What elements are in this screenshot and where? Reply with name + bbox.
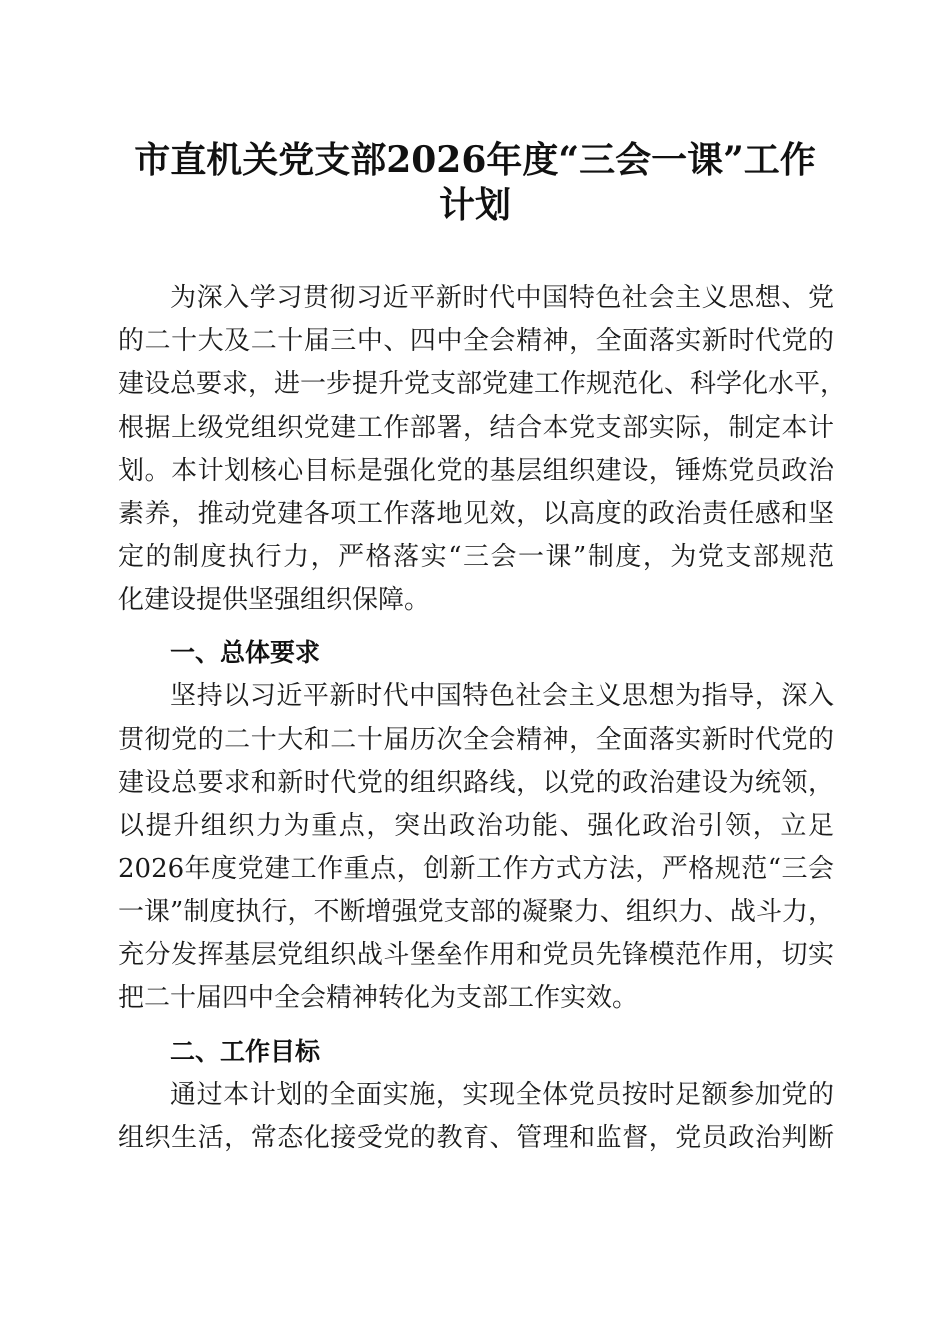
section-heading-overall-requirements: 一、总体要求: [170, 638, 321, 667]
section2-line: 组织生活，常态化接受党的教育、管理和监督，党员政治判断: [118, 1123, 834, 1153]
section2-line: 通过本计划的全面实施，实现全体党员按时足额参加党的: [170, 1080, 834, 1110]
section1-line: 把二十届四中全会精神转化为支部工作实效。: [118, 983, 639, 1013]
intro-line: 化建设提供坚强组织保障。: [118, 585, 431, 615]
section1-line: 贯彻党的二十大和二十届历次全会精神，全面落实新时代党的: [118, 725, 834, 755]
document-title-line-1: 市直机关党支部2026年度“三会一课”工作: [134, 139, 816, 181]
section1-line: 一课”制度执行，不断增强党支部的凝聚力、组织力、战斗力，: [118, 897, 834, 927]
intro-line: 划。本计划核心目标是强化党的基层组织建设，锤炼党员政治: [118, 456, 834, 486]
intro-line: 为深入学习贯彻习近平新时代中国特色社会主义思想、党: [170, 283, 834, 313]
section-heading-work-goals: 二、工作目标: [170, 1037, 321, 1066]
intro-line: 根据上级党组织党建工作部署，结合本党支部实际，制定本计: [118, 413, 834, 443]
intro-line: 建设总要求，进一步提升党支部党建工作规范化、科学化水平，: [118, 369, 847, 399]
section1-line: 充分发挥基层党组织战斗堡垒作用和党员先锋模范作用，切实: [118, 940, 834, 970]
section1-line: 坚持以习近平新时代中国特色社会主义思想为指导，深入: [170, 681, 834, 711]
section1-line: 2026年度党建工作重点，创新工作方式方法，严格规范“三会: [118, 854, 834, 884]
intro-line: 定的制度执行力，严格落实“三会一课”制度，为党支部规范: [118, 542, 834, 572]
intro-line: 素养，推动党建各项工作落地见效，以高度的政治责任感和坚: [118, 499, 834, 529]
document-title-line-2: 计划: [438, 184, 511, 226]
section1-line: 以提升组织力为重点，突出政治功能、强化政治引领，立足: [118, 811, 834, 841]
section1-line: 建设总要求和新时代党的组织路线，以党的政治建设为统领，: [118, 768, 834, 798]
intro-line: 的二十大及二十届三中、四中全会精神，全面落实新时代党的: [118, 326, 834, 356]
